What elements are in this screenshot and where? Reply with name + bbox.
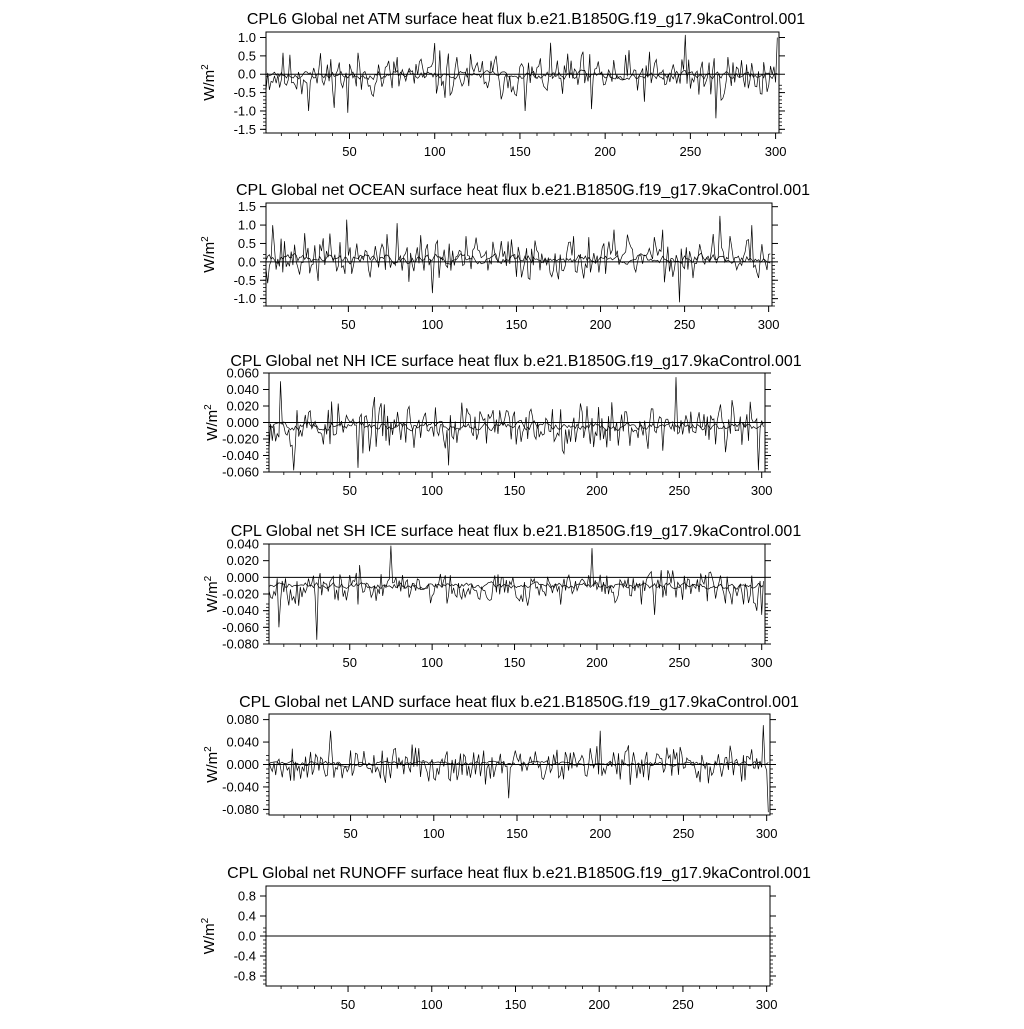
x-tick-label: 200: [589, 826, 612, 841]
y-axis-label-exponent: 2: [203, 746, 214, 752]
y-tick-label: 1.5: [237, 199, 256, 215]
plot-frame: [266, 32, 779, 133]
y-axis-label: [203, 575, 221, 612]
chart-title: CPL Global net RUNOFF surface heat flux b.e21.B1850G.f19_g17.9kaControl.001: [227, 865, 811, 882]
y-tick-label: -0.020: [222, 431, 259, 447]
x-tick-label: 100: [422, 826, 445, 841]
y-tick-label: -0.8: [233, 968, 256, 984]
y-axis-label-exponent: 2: [203, 575, 214, 582]
y-tick-label: 0.8: [237, 888, 256, 904]
y-axis-label-exponent: 2: [200, 236, 211, 242]
y-tick-label: -0.080: [222, 801, 259, 817]
x-tick-label: 100: [421, 483, 443, 498]
x-tick-label: 300: [755, 997, 778, 1012]
x-tick-label: 300: [750, 483, 773, 498]
y-axis-label-unit: W/m: [204, 751, 221, 783]
x-tick-label: 50: [341, 317, 356, 332]
x-tick-label: 250: [672, 997, 694, 1012]
y-tick-label: 0.000: [226, 757, 259, 772]
chart-panel-1: [200, 11, 805, 159]
x-tick-label: 50: [342, 144, 357, 159]
x-tick-label: 150: [505, 317, 528, 332]
x-tick-label: 50: [343, 826, 358, 841]
x-tick-label: 150: [506, 826, 528, 841]
y-axis-label: [203, 404, 221, 441]
x-tick-label: 250: [668, 483, 691, 498]
x-tick-label: 150: [503, 483, 526, 498]
y-axis-label: [200, 917, 218, 954]
x-tick-label: 150: [509, 144, 531, 159]
y-tick-label: -1.0: [233, 103, 256, 119]
y-tick-label: -0.060: [222, 464, 259, 480]
y-tick-label: 0.060: [226, 365, 259, 381]
y-tick-label: 0.000: [226, 415, 259, 430]
chart-title: CPL Global net LAND surface heat flux b.e21.B1850G.f19_g17.9kaControl.001: [239, 694, 799, 711]
chart-title: CPL Global net NH ICE surface heat flux b.e21.B1850G.f19_g17.9kaControl.001: [230, 353, 802, 370]
y-tick-label: 0.080: [226, 712, 259, 728]
series-line-1: [266, 216, 770, 302]
y-tick-label: 0.0: [237, 928, 256, 944]
x-tick-label: 150: [504, 997, 527, 1012]
x-tick-label: 250: [672, 826, 695, 841]
series-line-1: [266, 35, 777, 118]
y-tick-label: -0.040: [222, 448, 259, 463]
x-tick-label: 300: [757, 317, 780, 332]
y-axis-label: [203, 746, 221, 783]
x-tick-label: 200: [594, 144, 617, 159]
chart-panel-6: [200, 865, 811, 1012]
chart-title: CPL Global net SH ICE surface heat flux b.e21.B1850G.f19_g17.9kaControl.001: [230, 523, 802, 540]
y-axis-label: [200, 236, 218, 273]
y-axis-label: [200, 64, 218, 101]
y-axis-label-unit: W/m: [204, 581, 221, 613]
y-tick-label: 0.020: [226, 398, 259, 414]
y-axis-label-exponent: 2: [203, 404, 214, 410]
y-axis-label-unit: W/m: [201, 69, 218, 101]
y-axis-label-exponent: 2: [200, 64, 211, 70]
chart-panel-4: [203, 523, 801, 670]
y-tick-label: 1.0: [237, 30, 256, 46]
x-tick-label: 150: [503, 655, 526, 670]
plot-frame: [269, 544, 765, 644]
series-line-1: [269, 725, 768, 812]
y-tick-label: -0.040: [222, 779, 259, 795]
x-tick-label: 200: [589, 317, 612, 332]
y-axis-label-unit: W/m: [201, 923, 218, 955]
y-tick-label: -0.4: [233, 948, 256, 964]
x-tick-label: 300: [755, 826, 778, 841]
y-tick-label: 0.040: [226, 536, 259, 552]
y-tick-label: 0.5: [237, 48, 256, 64]
x-tick-label: 100: [420, 997, 443, 1012]
x-tick-label: 200: [586, 483, 608, 498]
chart-title: CPL Global net OCEAN surface heat flux b.e21.B1850G.f19_g17.9kaControl.001: [236, 182, 810, 199]
plot-frame: [266, 203, 772, 306]
y-tick-label: 0.4: [237, 908, 256, 924]
y-axis-label-unit: W/m: [204, 409, 221, 441]
x-tick-label: 250: [668, 655, 691, 670]
x-tick-label: 250: [673, 317, 696, 332]
chart-panel-5: [203, 694, 799, 841]
x-tick-label: 100: [421, 655, 443, 670]
y-tick-label: 0.0: [237, 254, 256, 270]
y-tick-label: -0.5: [233, 85, 256, 101]
y-tick-label: 0.000: [226, 569, 259, 585]
chart-title: CPL6 Global net ATM surface heat flux b.e21.B1850G.f19_g17.9kaControl.001: [246, 11, 806, 28]
x-tick-label: 200: [588, 997, 611, 1012]
y-tick-label: -0.060: [222, 619, 259, 635]
y-tick-label: 0.040: [226, 734, 259, 750]
x-tick-label: 250: [679, 144, 702, 159]
chart-panel-3: [203, 353, 802, 498]
y-tick-label: -0.040: [222, 603, 259, 619]
y-tick-label: 0.020: [226, 553, 259, 569]
y-tick-label: -0.080: [222, 636, 259, 652]
y-axis-label-exponent: 2: [200, 917, 211, 924]
y-tick-label: 0.5: [237, 235, 256, 251]
x-tick-label: 50: [340, 997, 356, 1012]
y-tick-label: -0.020: [222, 586, 259, 602]
x-tick-label: 50: [342, 655, 357, 670]
y-axis-label-unit: W/m: [201, 241, 218, 273]
series-line-1: [269, 546, 763, 640]
chart-panel-2: [200, 182, 810, 332]
y-tick-label: -0.5: [233, 272, 256, 288]
x-tick-label: 100: [421, 317, 444, 332]
x-tick-label: 300: [750, 655, 773, 670]
x-tick-label: 50: [342, 483, 357, 498]
y-tick-label: -1.5: [233, 121, 256, 137]
x-tick-label: 200: [586, 655, 608, 670]
y-tick-label: -1.0: [233, 291, 256, 307]
y-tick-label: 0.040: [226, 382, 259, 397]
y-tick-label: 0.0: [237, 66, 256, 82]
y-tick-label: 1.0: [237, 217, 256, 233]
x-tick-label: 300: [764, 144, 787, 159]
x-tick-label: 100: [423, 144, 446, 159]
